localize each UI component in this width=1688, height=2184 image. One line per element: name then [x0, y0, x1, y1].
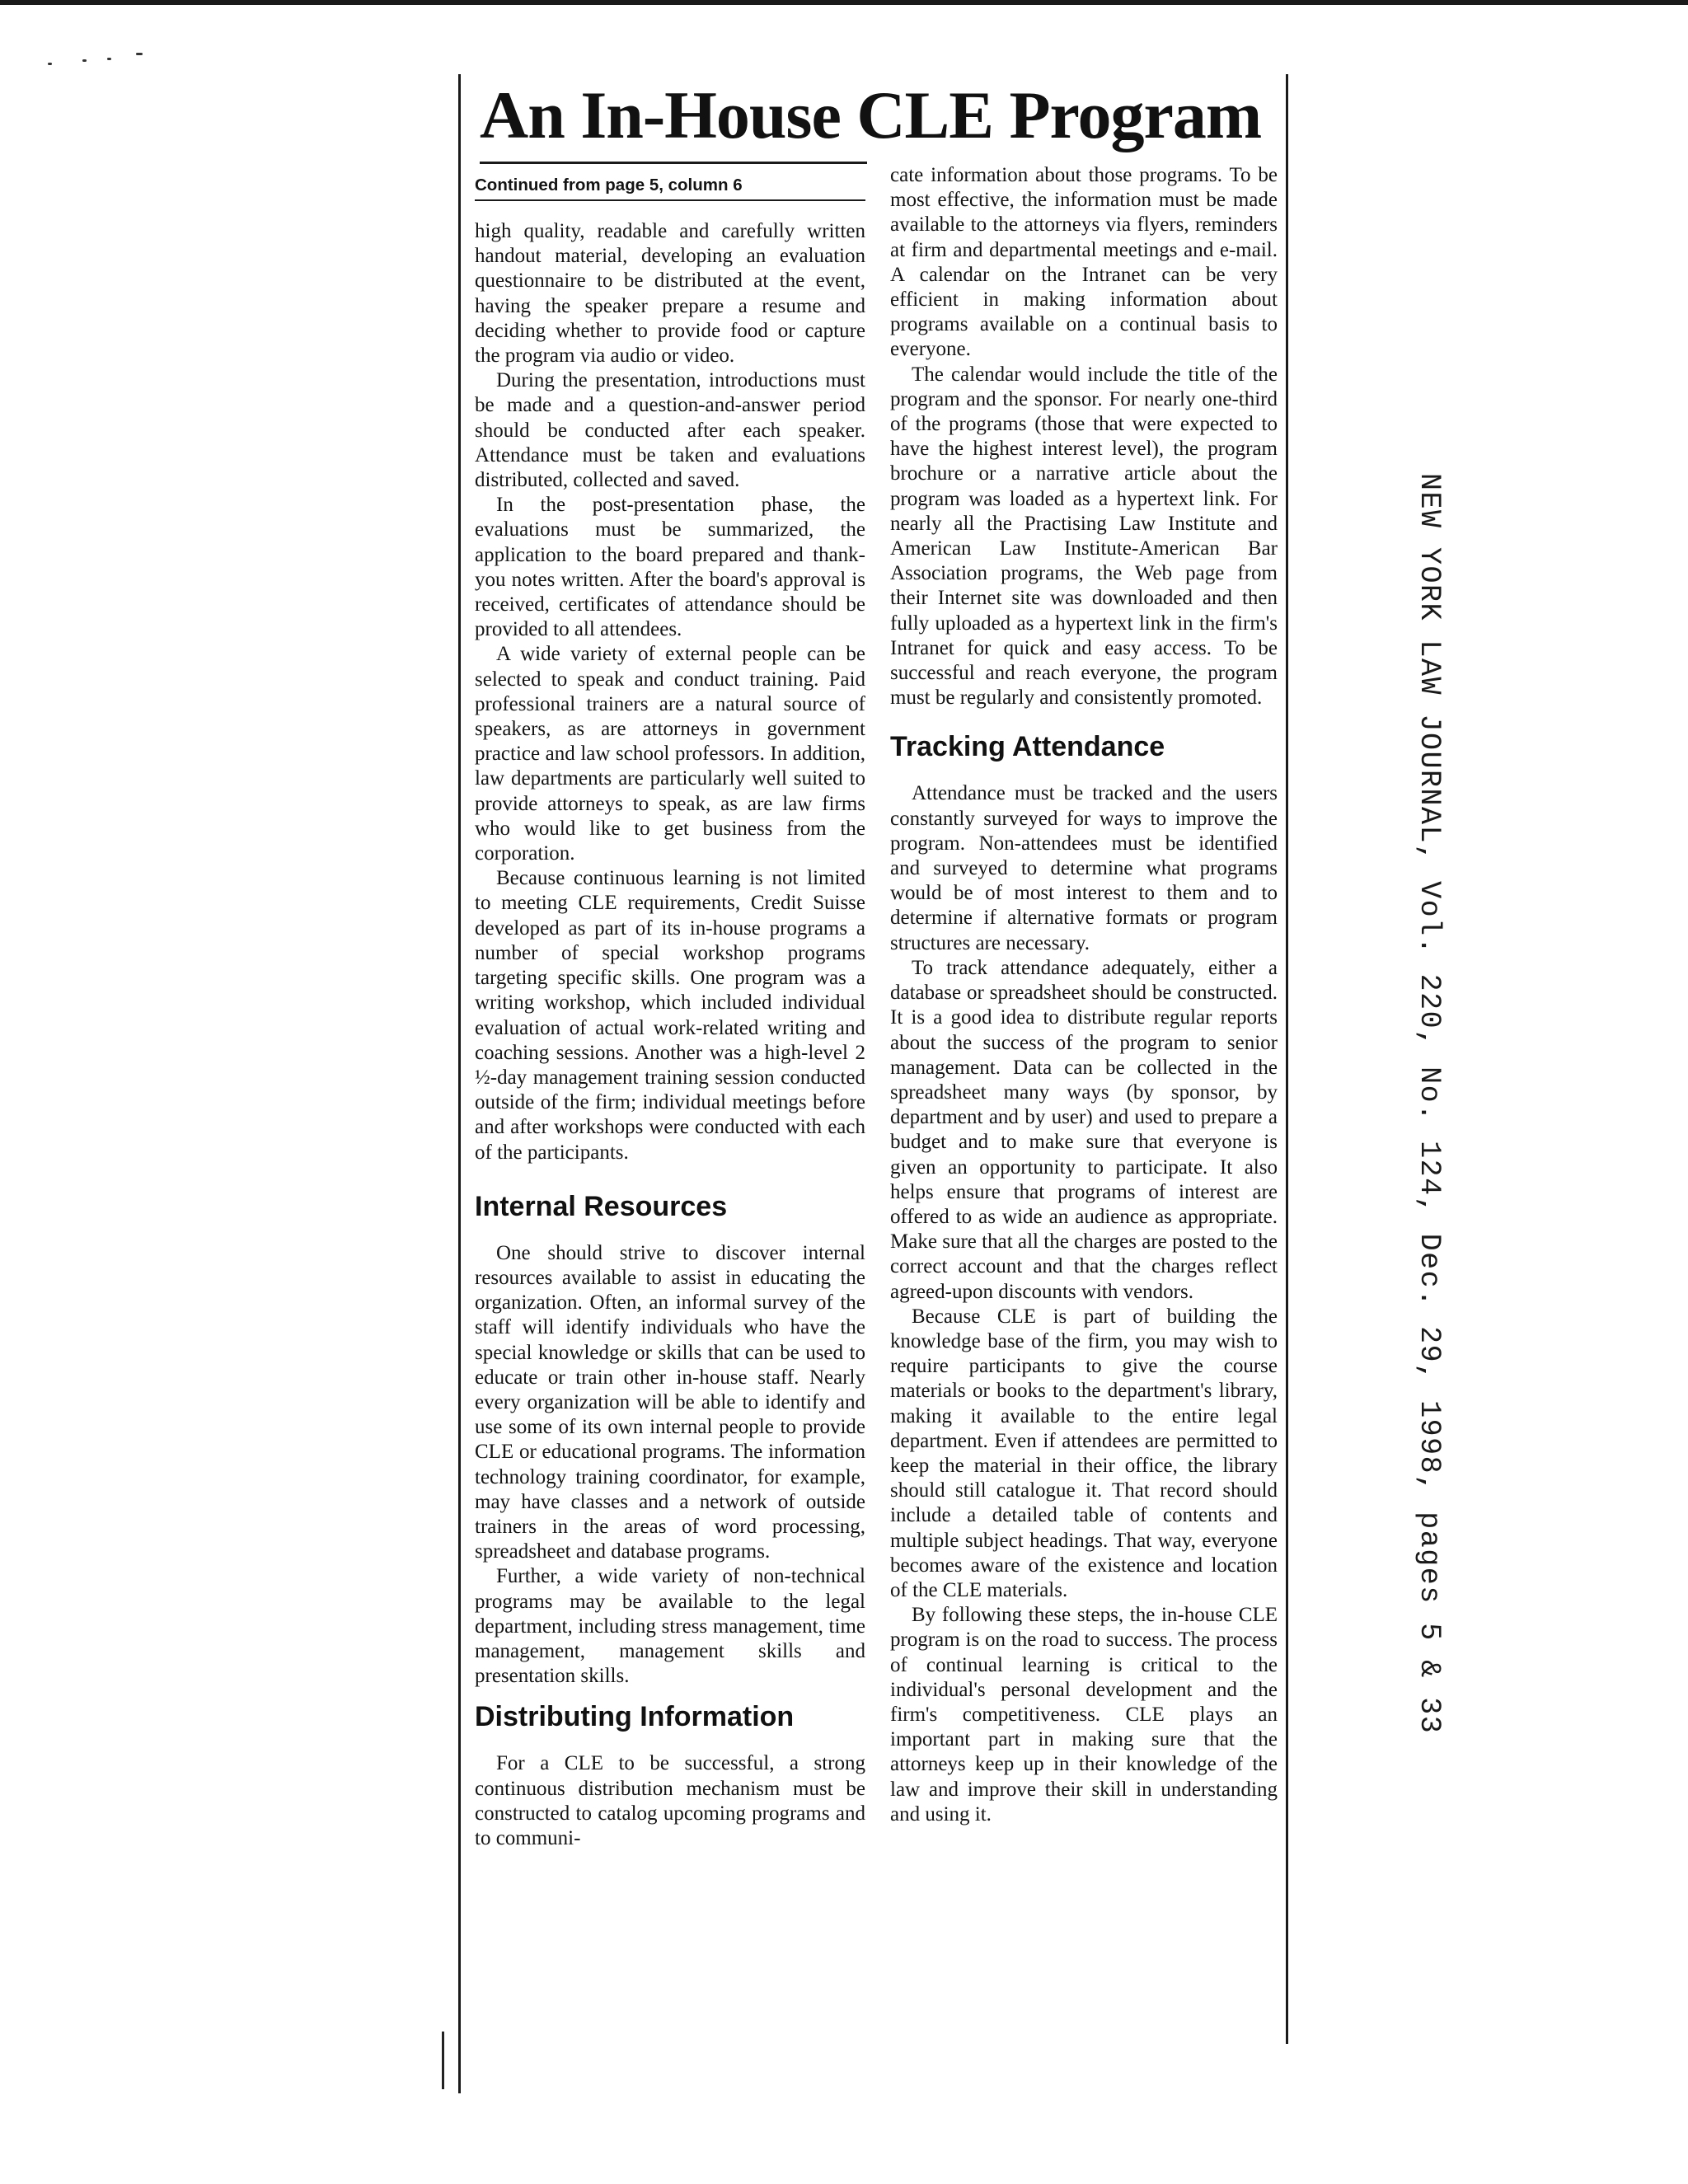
- section-heading-distributing-information: Distributing Information: [475, 1701, 795, 1733]
- paragraph: The calendar would include the title of the program and the sponsor. For nearly one-third of the programs (those that were expected to have the highest interest level), the program brochure or a narrative article about the program was loaded as a hypertext link. For nearly all the Practising Law Institute and American Law Institute-American Bar Association programs, the Web page from their Internet site was downloaded and then fully uploaded as a hypertext link in the firm's Intranet for quick and easy access. To be successful and reach everyone, the program must be regularly and consistently promoted.: [890, 363, 1278, 710]
- paragraph: Attendance must be tracked and the users constantly surveyed for ways to improve the program. Non-attendees must be identified and surveyed to determine what programs would be of most interest to them and to determine if alternative formats or program structures are necessary.: [890, 782, 1278, 954]
- paragraph: In the post-presentation phase, the evaluations must be summarized, the application to the board prepared and thank-you notes written. After the board's approval is received, certificates of attendance should be provided to all attendees.: [475, 494, 865, 641]
- paragraph: For a CLE to be successful, a strong continuous distribution mechanism must be constructed to catalog upcoming programs and to communi-: [475, 1752, 865, 1849]
- paragraph: high quality, readable and carefully written handout material, developing an evaluation questionnaire to be distributed at the event, having the speaker prepare a resume and deciding whether to provide food or capture the program via audio or video.: [475, 220, 865, 368]
- paragraph: During the presentation, introductions must be made and a question-and-answer period should be conducted after each speaker. Attendance must be taken and evaluations distributed, collected and saved.: [475, 369, 865, 492]
- section-heading-tracking-attendance: Tracking Attendance: [890, 731, 1165, 763]
- margin-tick-mark: [442, 2032, 444, 2089]
- article-column-2: [890, 163, 1278, 1827]
- paragraph: cate information about those programs. To be most effective, the information must be made available to the attorneys via flyers, reminders at firm and departmental meetings and e-mail. A calendar on the Intranet can be very efficient in making information about programs available on a continual basis to everyone.: [890, 164, 1278, 361]
- paragraph: By following these steps, the in-house CLE program is on the road to success. The process of continual learning is critical to the individual's personal development and the firm's competitiveness. CLE plays an important part in making sure that the attorneys keep up in their knowledge of the law and improve their skill in understanding and using it.: [890, 1604, 1278, 1825]
- scan-speck: [82, 59, 87, 62]
- left-column-rule: [458, 74, 461, 2093]
- continued-from-note: Continued from page 5, column 6: [475, 175, 865, 201]
- scan-speck: [107, 58, 111, 60]
- section-heading-internal-resources: Internal Resources: [475, 1190, 728, 1222]
- scan-speck: [48, 63, 52, 65]
- article-column-1: [475, 175, 865, 1851]
- scan-speck: [136, 53, 143, 55]
- column-gap: [475, 201, 865, 219]
- paragraph: To track attendance adequately, either a database or spreadsheet should be constructed. It is a good idea to distribute regular reports about the success of the program to senior management. Data can be collected in the spreadsheet many ways (by sponsor, by department and by user) and used to prepare a budget and to make sure that everyone is given an opportunity to participate. It also helps ensure that programs of interest are offered to as wide an audience as appropriate. Make sure that all the charges are posted to the correct account and that the charges reflect agreed-upon discounts with vendors.: [890, 956, 1278, 1303]
- right-column-rule: [1286, 74, 1288, 2044]
- article-headline: An In-House CLE Program: [480, 77, 1262, 152]
- paragraph: One should strive to discover internal resources available to assist in educating the organization. Often, an informal survey of the staff will identify individuals who have the special knowledge or skills that can be used to educate or train other in-house staff. Nearly every organization will be able to identify and use some of its own internal people to provide CLE or educational programs. The information technology training coordinator, for example, may have classes and a network of outside trainers in the areas of word processing, spreadsheet and database programs.: [475, 1241, 865, 1563]
- source-citation: NEW YORK LAW JOURNAL, Vol. 220, No. 124, Dec. 29, 1998, pages 5 & 33: [1413, 473, 1446, 1735]
- paragraph: Further, a wide variety of non-technical programs may be available to the legal department, including stress management, time management, management skills and presentation skills.: [475, 1565, 865, 1688]
- paragraph: A wide variety of external people can be selected to speak and conduct training. Paid professional trainers are a natural source of speakers, as are attorneys in government practice and law school professors. In addition, law departments are particularly well suited to provide attorneys to speak, as are law firms who would like to get business from the corporation.: [475, 643, 865, 865]
- top-border-rule: [0, 0, 1688, 5]
- headline-rule: [480, 162, 867, 164]
- paragraph: Because CLE is part of building the knowledge base of the firm, you may wish to require participants to give the course materials or books to the department's library, making it available to the entire legal department. Even if attendees are permitted to keep the material in their office, the library should still catalogue it. That record should include a detailed table of contents and multiple subject headings. That way, everyone becomes aware of the existence and location of the CLE materials.: [890, 1305, 1278, 1601]
- paragraph: Because continuous learning is not limited to meeting CLE requirements, Credit Suisse developed as part of its in-house programs a number of special workshop programs targeting specific skills. One program was a writing workshop, which included individual evaluation of actual work-related writing and coaching sessions. Another was a high-level 2 ½-day management training session conducted outside of the firm; individual meetings before and after workshops were conducted with each of the participants.: [475, 867, 865, 1164]
